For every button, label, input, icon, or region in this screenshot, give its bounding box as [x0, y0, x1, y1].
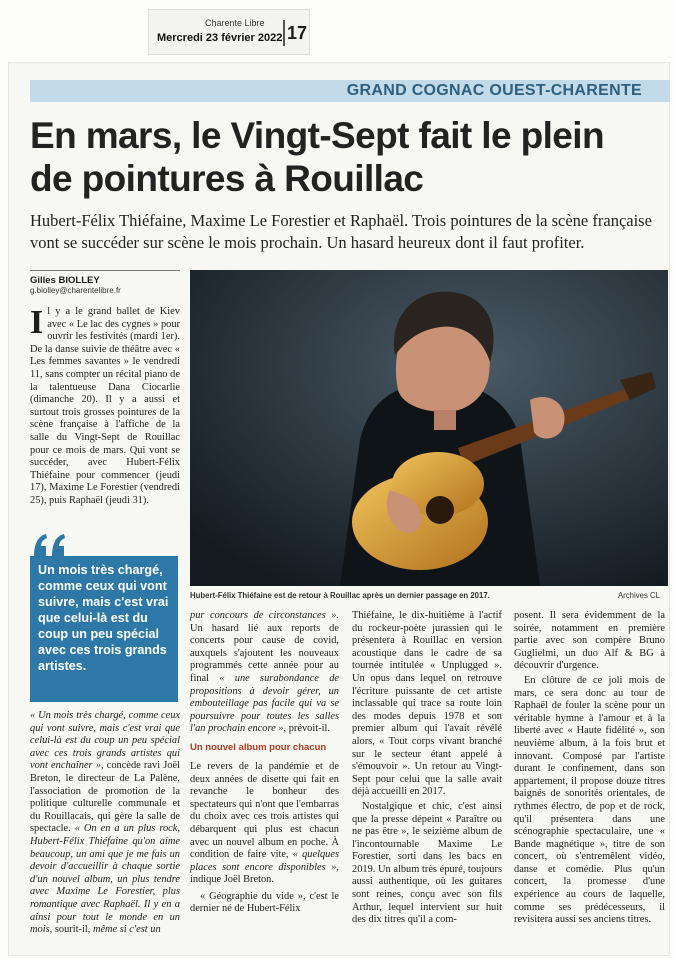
body-paragraph: Nostalgique et chic, c'est ainsi que la presse dépeint « Paraître ou ne pas être », le seizième album de l'incontournable Maxime Le Forestier, sorti dans les bacs en 2019. Un album très épuré, toujours aussi authentique, où les guitares sont reines, conçu avec son fils Arthur, lequel intervient sur huit des dix titres qu'il a com-	[352, 800, 502, 926]
headline-line-2: de pointures à Rouillac	[30, 158, 424, 199]
body-text: indique Joël Breton.	[190, 874, 274, 886]
photo-credit: Archives CL	[617, 591, 660, 600]
column-4	[514, 610, 665, 927]
headline	[30, 114, 660, 200]
newspaper-name: Charente Libre	[205, 18, 265, 28]
body-text: concède ravi Joël Breton, le directeur de La Palène, l'association de promotion de la politique culturelle communale et du Rouillacais, qui gère la salle de spectacle.	[30, 760, 180, 835]
pull-quote: Un mois très chargé, comme ceux qui vont suivre, mais c'est vrai que celui-là est du coup un peu spécial avec ces trois grands artistes.	[30, 556, 178, 702]
quote-text: même si c'est un	[92, 924, 161, 936]
column-1	[30, 710, 180, 937]
issue-date: Mercredi 23 février 2022	[157, 32, 283, 44]
quote-text: pur concours de circonstances ».	[190, 610, 339, 621]
concert-photo	[190, 270, 668, 586]
quote-text: « On en a un plus rock, Hubert-Félix Thiéfaine qu'on aime beaucoup, un ami que je me fais un devoir d'accueillir à chaque sortie d'un nouvel album, un plus tendre avec Maxime Le Forestier, plus romantique avec Raphaël. Il y en a ainsi pour tout le monde en un mois,	[30, 823, 180, 936]
guitarist-photo-image	[190, 270, 668, 586]
column-2	[190, 610, 339, 916]
standfirst: Hubert-Félix Thiéfaine, Maxime Le Forestier et Raphaël. Trois pointures de la scène française vont se succéder sur scène le mois prochain. Un hasard heureux dont il faut profiter.	[30, 211, 652, 252]
column-3	[352, 610, 502, 927]
subheading: Un nouvel album pour chacun	[190, 741, 327, 753]
caption-text: Hubert-Félix Thiéfaine est de retour à Rouillac après un dernier passage en 2017.	[190, 591, 490, 600]
quote-text: « quelques places sont encore disponibles »,	[190, 849, 340, 873]
body-paragraph: posent. Il sera évidemment de la soirée, notamment en première partie avec son compère Bruno Guglielmi, un duo Alf & BG à découvrir d'urgence.	[514, 610, 665, 672]
page-number: 17	[283, 20, 309, 46]
quote-text: « une surabondance de propositions à devoir gérer, un embouteillage pas facile qui va se poursuivre pour toutes les salles l'an prochain encore »,	[190, 672, 339, 735]
section-bar	[30, 80, 670, 102]
body-text: Le revers de la pandémie et de deux années de disette qui fait en revanche le bonheur des spectateurs qui n'ont que l'embarras du choix avec ces trois artistes qui débarquent qui plus est chacun avec un nouvel album en poche. À condition de faire vite,	[190, 760, 339, 861]
body-paragraph: En clôture de ce joli mois de mars, ce sera donc au tour de Raphaël de fouler la scène pour un véritable hymne à l'amour et à la liberté avec « Haute fidélité », son neuvième album, à la fois brut et innovant. Composé par l'artiste durant le confinement, dans son appartement, il propose douze titres baignés de sonorités orientales, de rythmes électro, de pop et de rock, qu'il présentera dans une scénographie spectaculaire, une « Bande magnétique », titre de son concert, où s'entremêlent vidéo, danse et comédie. Plus qu'un concert, la promesse d'une expérience au cours de laquelle, comme ses prédécesseurs, il revisitera aussi ses anciens titres.	[514, 674, 665, 926]
byline	[30, 270, 180, 295]
photo-caption	[190, 591, 668, 600]
body-text: prévoit-il.	[286, 723, 330, 735]
headline-line-1: En mars, le Vingt-Sept fait le plein	[30, 115, 604, 156]
column-1-intro	[30, 306, 180, 508]
body-text: Un hasard lié aux reports de concerts pour cause de covid, auxquels s'ajoutent les nouveaux programmés cette année pour au final	[190, 622, 339, 684]
author-email: g.biolley@charentelibre.fr	[30, 286, 121, 295]
body-text: sourit-il,	[52, 924, 93, 936]
section-title: GRAND COGNAC OUEST-CHARENTE	[346, 82, 642, 99]
body-paragraph: « Géographie du vide », c'est le dernier né de Hubert-Félix	[190, 890, 339, 915]
clipping-header	[148, 9, 310, 55]
quote-text: « Un mois très chargé, comme ceux qui vont suivre, mais c'est vrai que celui-là est du coup un peu spécial avec ces trois grands artistes qui vont enchaîner »,	[30, 710, 180, 772]
author-name: Gilles BIOLLEY	[30, 275, 100, 286]
body-paragraph: Thiéfaine, le dix-huitième à l'actif du rockeur-poète jurassien qui le présentera à Rouillac en version acoustique dans le cadre de sa tournée intitulée « Unplugged ». Un opus dans lequel on retrouve l'écriture puissante de cet artiste inclassable qui trace sa route loin des modes depuis 1978 et son premier album qui l'avait révélé alors, « Tout corps vivant branché sur le secteur étant appelé à s'émouvoir ». Un retour au Vingt-Sept pour celui que la salle avait déjà accueilli en 2017.	[352, 610, 502, 798]
intro-text: l y a le grand ballet de Kiev avec « Le lac des cygnes » pour ouvrir les festivités (mardi 1er). De la danse suivie de théâtre avec « Les femmes savantes » le vendredi 11, sans compter un récital piano de la talentueuse Dana Ciocarlie (dimanche 20). Il y a aussi et surtout trois grosses pointures de la scène française à l'affiche de la salle du Vingt-Sept de Rouillac pour ce mois de mars. Qui vont se succéder, avec Hubert-Félix Thiéfaine pour commencer (jeudi 17), Maxime Le Forestier (vendredi 25), puis Raphaël (jeudi 31).	[30, 306, 180, 506]
drop-cap: I	[30, 304, 44, 341]
